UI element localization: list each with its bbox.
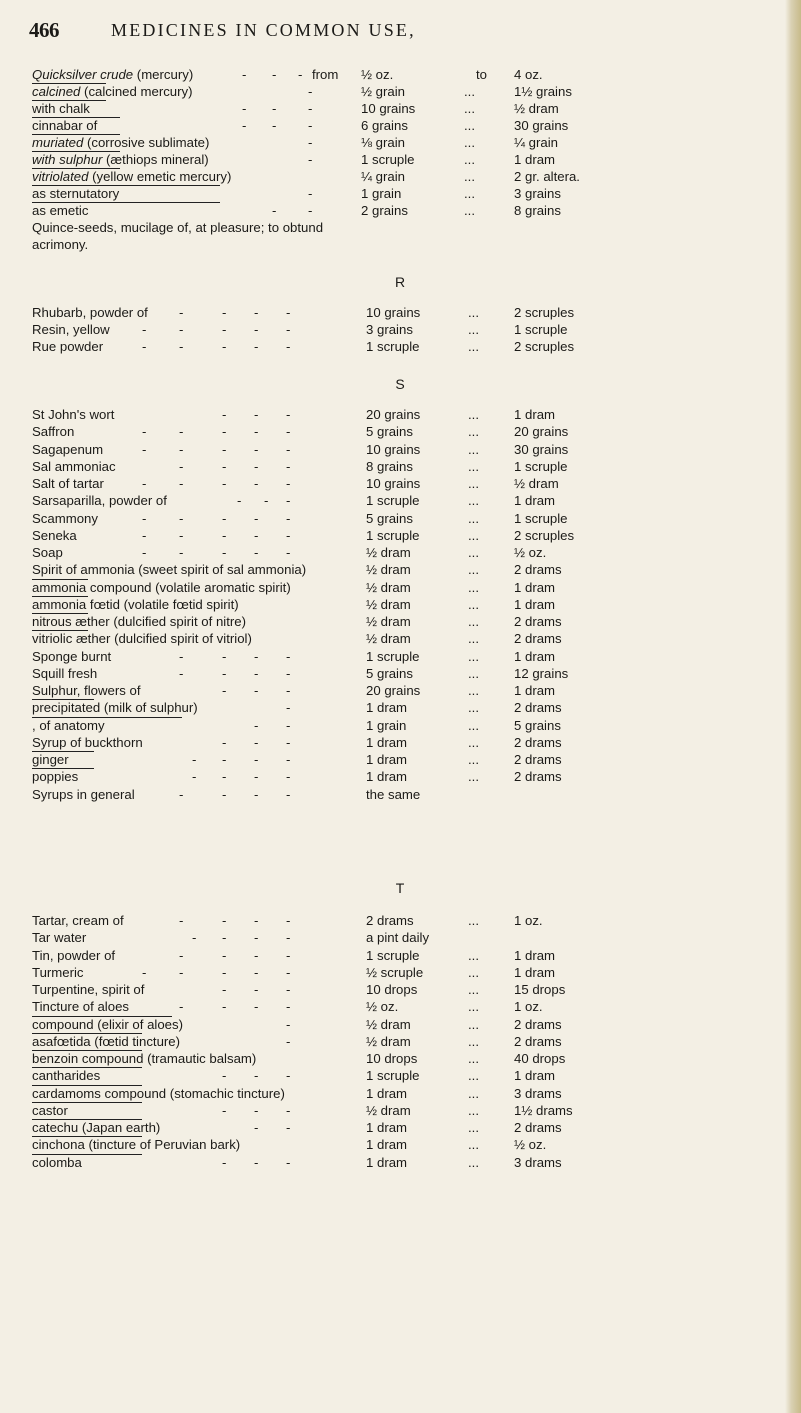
dose-row: Turmeric - - - - - ½ scruple ... 1 dram: [32, 964, 556, 980]
min-dose: 10 drops: [366, 1051, 418, 1066]
min-dose: 1 scruple: [366, 947, 420, 963]
leader-dots: ...: [468, 1016, 479, 1032]
max-dose: ½ oz.: [514, 1137, 547, 1153]
max-dose: 2 scruples: [514, 527, 575, 543]
leader-dots: ...: [468, 441, 479, 457]
leader-dots: ...: [468, 734, 479, 750]
dose-row: Sal ammoniac - - - - 8 grains ... 1 scruple: [32, 458, 568, 474]
item-name: Quicksilver crude (mercury): [32, 67, 194, 82]
item-name: Seneka: [32, 527, 77, 543]
min-dose: 20 grains: [366, 683, 421, 698]
dose-row: [32, 613, 792, 630]
dose-row: ginger - - - - 1 dram ... 2 drams: [32, 752, 562, 767]
dose-row: Resin, yellow - - - - - 3 grains ... 1 scruple: [32, 322, 568, 337]
min-dose: 1 dram: [366, 752, 408, 767]
min-dose: 1 dram: [366, 1085, 408, 1101]
max-dose: 2 drams: [514, 614, 562, 629]
dose-row: compound (elixir of aloes) - ½ dram ... 2 drams: [32, 1016, 562, 1032]
max-dose: 2 drams: [514, 1033, 562, 1049]
dose-row: Syrup of buckthorn - - - 1 dram ... 2 drams: [32, 734, 562, 750]
dose-row: Syrups in general - - - - the same: [32, 786, 421, 802]
item-name: St John's wort: [32, 407, 115, 422]
leader-dots: ...: [464, 118, 475, 133]
dose-row: castor - - - ½ dram ... 1½ drams: [32, 1102, 573, 1118]
dose-row: Rue powder - - - - - 1 scruple ... 2 scruples: [32, 339, 575, 354]
dose-row: as sternutatory - 1 grain ... 3 grains: [32, 186, 561, 201]
min-dose: 5 grains: [366, 510, 413, 526]
max-dose: 1½ grains: [514, 84, 572, 99]
leader-dots: ...: [468, 999, 479, 1015]
leader-dots: ...: [468, 407, 479, 422]
leader-dots: ...: [468, 1068, 479, 1084]
leader-dots: ...: [468, 510, 479, 526]
max-dose: 1 scruple: [514, 458, 568, 474]
min-dose: 1 scruple: [361, 152, 415, 167]
dose-row: Saffron - - - - - 5 grains ... 20 grains: [32, 424, 569, 440]
max-dose: 2 drams: [514, 769, 562, 785]
leader-dots: ...: [468, 631, 479, 647]
min-dose: ½ grain: [361, 84, 405, 99]
min-dose: 1 scruple: [366, 648, 420, 664]
min-dose: 1 grain: [361, 186, 402, 201]
max-dose: 2 drams: [514, 1016, 562, 1032]
max-dose: 8 grains: [514, 203, 561, 218]
min-dose: ½ dram: [366, 596, 411, 612]
item-name: Syrups in general: [32, 786, 135, 802]
item-name: cantharides: [32, 1067, 100, 1084]
item-name: cinchona (tincture of Peruvian bark): [32, 1137, 241, 1153]
min-dose: 1 dram: [366, 1120, 408, 1135]
item-name: ammonia fœtid (volatile fœtid spirit): [32, 596, 239, 612]
max-dose: 2 drams: [514, 1120, 562, 1135]
section-letter-r: R: [394, 274, 406, 290]
item-name: Spirit of ammonia (sweet spirit of sal ammonia): [32, 562, 307, 578]
item-name: Saffron: [32, 424, 75, 440]
leader-dots: ...: [468, 562, 479, 578]
min-dose: ½ dram: [366, 1033, 411, 1049]
min-dose: 2 drams: [366, 913, 414, 928]
leader-dots: ...: [468, 1137, 479, 1153]
leader-dots: ...: [468, 947, 479, 963]
item-name: cardamoms compound (stomachic tincture): [32, 1085, 285, 1101]
min-dose: the same: [366, 786, 421, 802]
min-dose: 1 scruple: [366, 493, 420, 509]
leader-dots: ...: [464, 101, 475, 116]
max-dose: 1½ drams: [514, 1102, 573, 1118]
item-name: Tar water: [32, 930, 87, 946]
min-dose: 1 scruple: [366, 339, 420, 354]
running-title: MEDICINES IN COMMON USE,: [111, 20, 416, 40]
dose-row: colomba - - - 1 dram ... 3 drams: [32, 1154, 562, 1170]
item-name: ammonia compound (volatile aromatic spirit): [32, 579, 291, 595]
leader-dots: ...: [468, 424, 479, 440]
min-dose: 6 grains: [361, 118, 408, 133]
dose-row: Scammony - - - - - 5 grains ... 1 scruple: [32, 510, 568, 526]
item-name: Soap: [32, 545, 63, 560]
max-dose: 3 drams: [514, 1154, 562, 1170]
max-dose: 2 drams: [514, 631, 562, 647]
dose-row: Sulphur, flowers of - - - 20 grains ... 1 dram: [32, 683, 556, 698]
leader-dots: ...: [468, 339, 479, 354]
dose-row: cinnabar of - - - 6 grains ... 30 grains: [32, 118, 569, 133]
quince-line-2: acrimony.: [32, 237, 89, 252]
leader-dots: ...: [468, 322, 479, 337]
min-dose: 1 dram: [366, 700, 408, 716]
dose-row: with sulphur (æthiops mineral) - 1 scruple ... 1 dram: [32, 152, 556, 167]
min-dose: a pint daily: [366, 930, 430, 946]
leader-dots: ...: [464, 84, 475, 99]
item-name: Sal ammoniac: [32, 458, 116, 474]
min-dose: 1 dram: [366, 734, 408, 750]
item-name: Turpentine, spirit of: [32, 982, 145, 997]
min-dose: 10 grains: [366, 476, 421, 491]
dose-row: Quicksilver crude (mercury) - - - from ½ oz. to 4 oz.: [32, 67, 543, 82]
section-letter-t: T: [395, 880, 405, 896]
min-dose: ½ dram: [366, 631, 411, 647]
min-dose: ½ oz.: [361, 67, 394, 82]
max-dose: ¼ grain: [514, 135, 558, 150]
max-dose: ½ oz.: [514, 545, 547, 560]
item-name: catechu (Japan earth): [32, 1120, 161, 1135]
to-label: to: [476, 67, 487, 82]
leader-dots: ...: [468, 769, 479, 785]
dose-row: Salt of tartar - - - - - 10 grains ... ½ dram: [32, 476, 559, 491]
item-name: vitriolic æther (dulcified spirit of vitriol): [32, 631, 252, 647]
min-dose: ½ dram: [366, 1102, 411, 1118]
leader-dots: ...: [468, 1085, 479, 1101]
leader-dots: ...: [468, 614, 479, 629]
max-dose: 12 grains: [514, 665, 569, 681]
dose-row: with chalk - - - 10 grains ... ½ dram: [32, 101, 559, 116]
dose-row: [32, 1136, 792, 1153]
leader-dots: ...: [468, 305, 479, 320]
item-name: nitrous æther (dulcified spirit of nitre): [32, 614, 247, 629]
min-dose: 10 grains: [361, 101, 416, 116]
leader-dots: ...: [468, 527, 479, 543]
dose-row: Turpentine, spirit of - - - 10 drops ... 15 drops: [32, 982, 566, 997]
dose-row: [32, 596, 792, 613]
leader-dots: ...: [468, 683, 479, 698]
leader-dots: ...: [468, 700, 479, 716]
leader-dots: ...: [468, 1033, 479, 1049]
leader-dots: ...: [468, 752, 479, 767]
item-name: Tincture of aloes: [32, 999, 129, 1015]
dose-row: [32, 1050, 792, 1067]
max-dose: 1 dram: [514, 152, 556, 167]
max-dose: 15 drops: [514, 982, 566, 997]
leader-dots: ...: [464, 169, 475, 184]
max-dose: 30 grains: [514, 118, 569, 133]
max-dose: 5 grains: [514, 717, 561, 733]
max-dose: 1 dram: [514, 1068, 556, 1084]
max-dose: 3 grains: [514, 186, 561, 201]
leader-dots: ...: [468, 493, 479, 509]
min-dose: 3 grains: [366, 322, 413, 337]
item-name: Syrup of buckthorn: [32, 734, 143, 750]
item-name: Sponge burnt: [32, 648, 112, 664]
from-label: from: [312, 67, 339, 82]
max-dose: 4 oz.: [514, 67, 543, 82]
item-name: ginger: [32, 751, 69, 768]
leader-dots: ...: [468, 1051, 479, 1066]
min-dose: 10 drops: [366, 982, 418, 997]
item-name: asafœtida (fœtid tincture): [32, 1033, 181, 1049]
leader-dots: ...: [468, 964, 479, 980]
item-name: , of anatomy: [32, 717, 105, 734]
leader-dots: ...: [468, 596, 479, 612]
dose-row: vitriolated (yellow emetic mercury) ¼ grain ... 2 gr. altera.: [32, 169, 580, 184]
max-dose: 2 gr. altera.: [514, 169, 580, 184]
max-dose: 1 dram: [514, 407, 556, 422]
page-number: 466: [29, 18, 59, 42]
max-dose: 3 drams: [514, 1085, 562, 1101]
leader-dots: ...: [468, 545, 479, 560]
page-header: [29, 18, 769, 46]
dose-row: Soap - - - - - ½ dram ... ½ oz.: [32, 545, 547, 560]
leader-dots: ...: [464, 135, 475, 150]
max-dose: 2 drams: [514, 734, 562, 750]
item-name: Tin, powder of: [32, 947, 116, 963]
max-dose: 30 grains: [514, 441, 569, 457]
min-dose: 5 grains: [366, 665, 413, 681]
max-dose: 40 drops: [514, 1051, 566, 1066]
quince-line-1: Quince-seeds, mucilage of, at pleasure; to obtund: [32, 220, 324, 235]
dose-row: precipitated (milk of sulphur) - 1 dram ... 2 drams: [32, 700, 562, 716]
min-dose: 1 scruple: [366, 1068, 420, 1084]
min-dose: ⅛ grain: [361, 135, 405, 150]
min-dose: 8 grains: [366, 458, 413, 474]
leader-dots: ...: [464, 203, 475, 218]
dose-row: Seneka - - - - - 1 scruple ... 2 scruples: [32, 527, 575, 543]
dose-row: Squill fresh - - - - 5 grains ... 12 grains: [32, 665, 569, 681]
item-name: Turmeric: [32, 964, 84, 980]
leader-dots: ...: [468, 1102, 479, 1118]
dose-row: Sagapenum - - - - - 10 grains ... 30 grains: [32, 441, 569, 457]
max-dose: 1 oz.: [514, 913, 543, 928]
max-dose: 2 drams: [514, 700, 562, 716]
min-dose: ½ dram: [366, 545, 411, 560]
dose-row: [32, 1085, 792, 1102]
max-dose: 1 dram: [514, 964, 556, 980]
dose-row: poppies - - - - 1 dram ... 2 drams: [32, 769, 562, 785]
min-dose: 2 grains: [361, 203, 408, 218]
item-name: Scammony: [32, 510, 98, 526]
max-dose: 2 scruples: [514, 305, 575, 320]
dose-row: Tar water - - - - a pint daily: [32, 930, 430, 946]
item-name: precipitated (milk of sulphur): [32, 700, 198, 716]
leader-dots: ...: [468, 458, 479, 474]
dose-row: Sarsaparilla, powder of - - - 1 scruple ... 1 dram: [32, 493, 556, 509]
max-dose: 1 scruple: [514, 510, 568, 526]
min-dose: ½ dram: [366, 1016, 411, 1032]
min-dose: ½ dram: [366, 579, 411, 595]
section-letter-s: S: [395, 376, 405, 392]
max-dose: 1 oz.: [514, 999, 543, 1015]
item-name: benzoin compound (tramautic balsam): [32, 1051, 257, 1066]
max-dose: 20 grains: [514, 424, 569, 440]
max-dose: ½ dram: [514, 476, 559, 491]
dose-row: Tincture of aloes - - - - ½ oz. ... 1 oz.: [32, 999, 543, 1015]
dose-row: Rhubarb, powder of - - - - 10 grains ... 2 scruples: [32, 305, 575, 320]
item-name: Sulphur, flowers of: [32, 683, 141, 698]
max-dose: 2 drams: [514, 562, 562, 578]
max-dose: ½ dram: [514, 101, 559, 116]
item-name: Sarsaparilla, powder of: [32, 493, 167, 509]
dose-row: [32, 630, 792, 647]
item-name: Tartar, cream of: [32, 913, 124, 928]
dose-row: muriated (corrosive sublimate) - ⅛ grain ... ¼ grain: [32, 135, 558, 150]
dose-row: as emetic - - 2 grains ... 8 grains: [32, 203, 561, 218]
min-dose: ½ scruple: [366, 964, 424, 980]
dose-row: [32, 561, 792, 578]
leader-dots: ...: [464, 152, 475, 167]
min-dose: 1 grain: [366, 717, 407, 733]
min-dose: 10 grains: [366, 441, 421, 457]
min-dose: 1 dram: [366, 1154, 408, 1170]
min-dose: 20 grains: [366, 407, 421, 422]
dose-row: [32, 579, 792, 596]
item-name: poppies: [32, 768, 78, 785]
leader-dots: ...: [468, 665, 479, 681]
leader-dots: ...: [468, 913, 479, 928]
min-dose: 1 scruple: [366, 527, 420, 543]
max-dose: 1 dram: [514, 683, 556, 698]
leader-dots: ...: [468, 648, 479, 664]
item-name: Squill fresh: [32, 665, 98, 681]
item-name: Sagapenum: [32, 441, 104, 457]
min-dose: 10 grains: [366, 305, 421, 320]
min-dose: ½ dram: [366, 562, 411, 578]
max-dose: 1 dram: [514, 493, 556, 509]
item-name: castor: [32, 1102, 68, 1119]
dose-row: asafœtida (fœtid tincture) - ½ dram ... 2 drams: [32, 1033, 562, 1049]
min-dose: ½ dram: [366, 614, 411, 629]
max-dose: 1 dram: [514, 947, 556, 963]
leader-dots: ...: [468, 579, 479, 595]
leader-dots: ...: [468, 476, 479, 491]
min-dose: ¼ grain: [361, 169, 405, 184]
leader-dots: ...: [468, 1154, 479, 1170]
dose-row: catechu (Japan earth) - - 1 dram ... 2 drams: [32, 1120, 562, 1135]
leader-dots: ...: [464, 186, 475, 201]
dose-row: , of anatomy - - 1 grain ... 5 grains: [32, 717, 561, 733]
item-name: Salt of tartar: [32, 476, 104, 491]
max-dose: 2 scruples: [514, 339, 575, 354]
max-dose: 2 drams: [514, 752, 562, 767]
min-dose: ½ oz.: [366, 999, 399, 1015]
min-dose: 5 grains: [366, 424, 413, 440]
dose-row: St John's wort - - - 20 grains ... 1 dram: [32, 407, 556, 422]
dose-row: cantharides - - - 1 scruple ... 1 dram: [32, 1068, 556, 1084]
leader-dots: ...: [468, 982, 479, 997]
leader-dots: ...: [468, 717, 479, 733]
dose-row: Tartar, cream of - - - - 2 drams ... 1 oz.: [32, 913, 543, 928]
dose-row: Sponge burnt - - - - 1 scruple ... 1 dram: [32, 648, 556, 664]
max-dose: 1 dram: [514, 596, 556, 612]
dose-row: Tin, powder of - - - - 1 scruple ... 1 dram: [32, 947, 556, 963]
item-name: compound (elixir of aloes): [32, 1016, 183, 1032]
leader-dots: ...: [468, 1120, 479, 1135]
min-dose: 1 dram: [366, 769, 408, 785]
max-dose: 1 scruple: [514, 322, 568, 337]
item-name: colomba: [32, 1154, 82, 1171]
dose-row: calcined (calcined mercury) - ½ grain ... 1½ grains: [32, 84, 572, 99]
max-dose: 1 dram: [514, 648, 556, 664]
max-dose: 1 dram: [514, 579, 556, 595]
min-dose: 1 dram: [366, 1137, 408, 1153]
